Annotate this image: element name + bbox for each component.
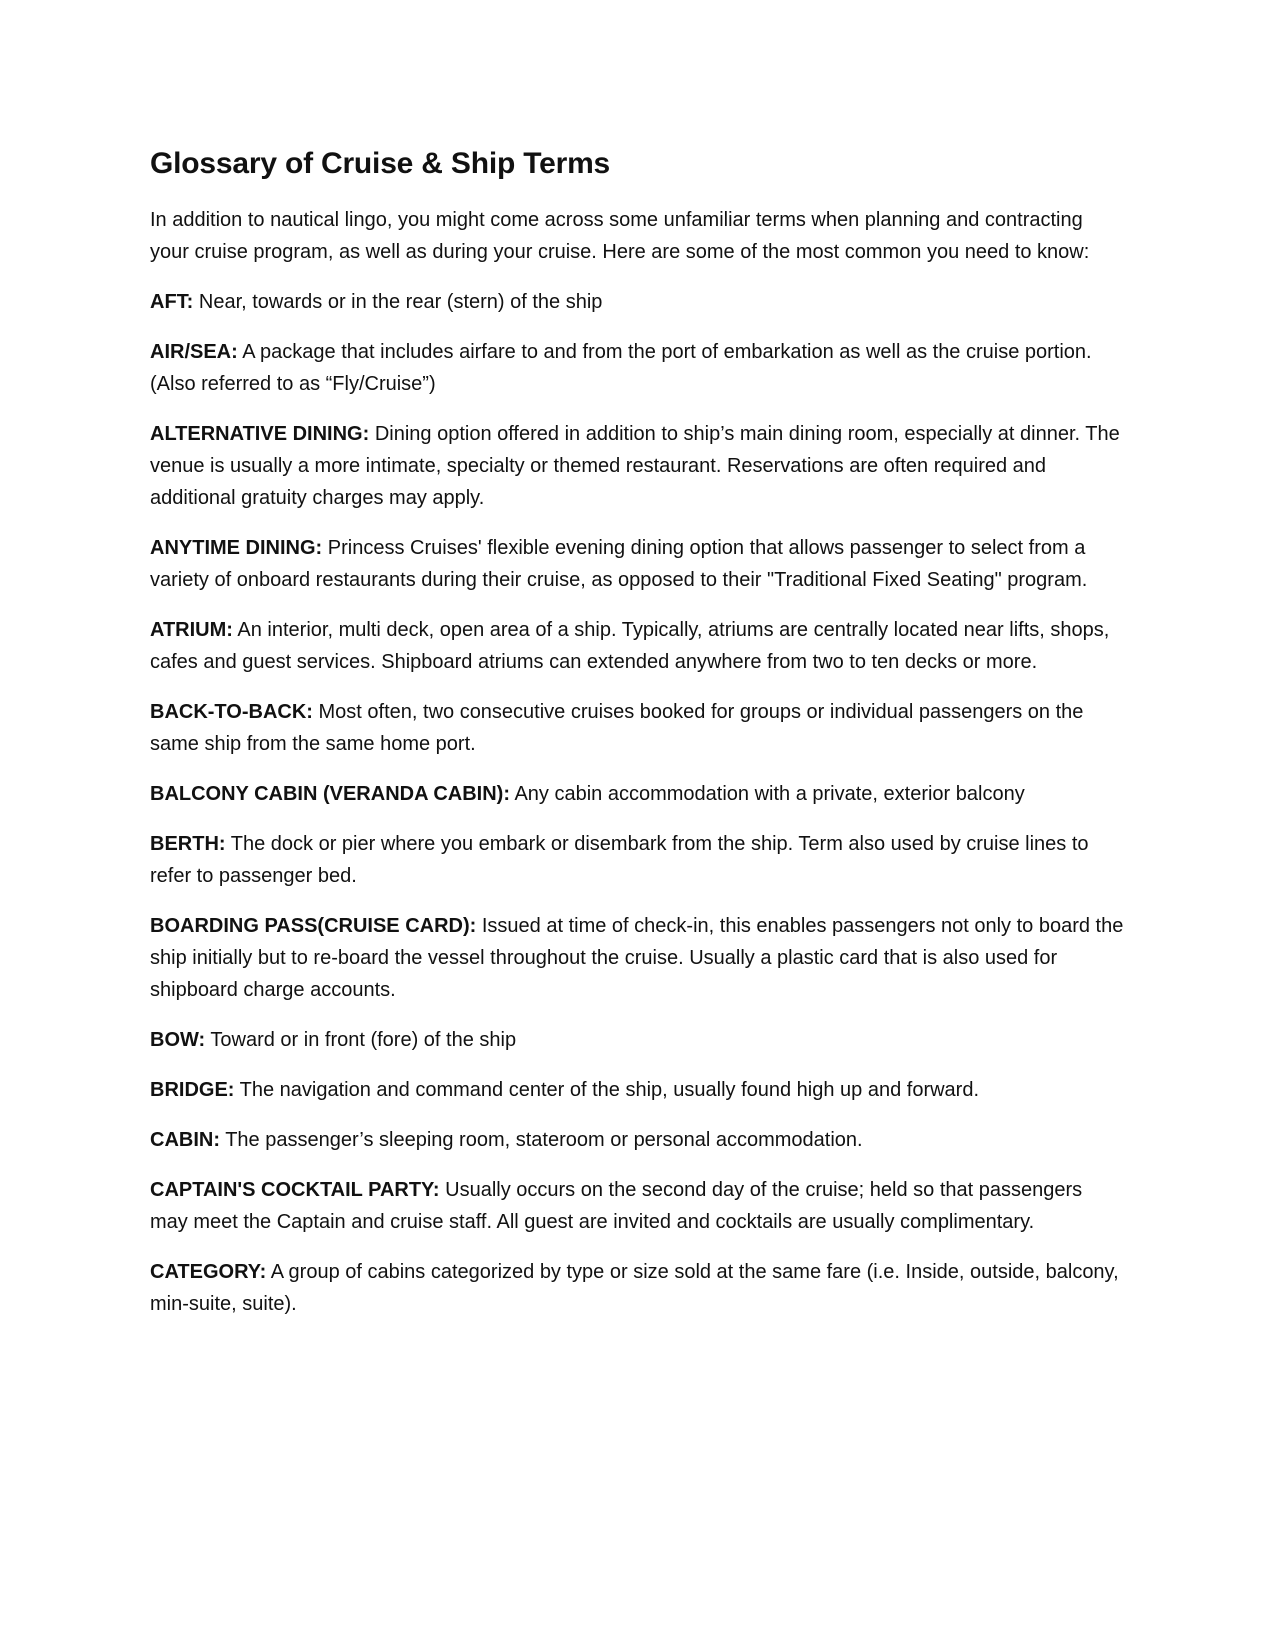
glossary-term: CABIN: — [150, 1129, 220, 1151]
intro-paragraph: In addition to nautical lingo, you might come across some unfamiliar terms when planning and contracting your cruise program, as well as during your cruise. Here are some of the most common you need to know: — [150, 209, 1090, 263]
glossary-entry-balcony-cabin — [150, 778, 1125, 810]
glossary-entry-air-sea — [150, 336, 1125, 400]
glossary-term: CATEGORY: — [150, 1261, 267, 1283]
glossary-entry-category — [150, 1256, 1125, 1320]
glossary-entry-bow — [150, 1024, 1125, 1056]
glossary-term: BACK-TO-BACK: — [150, 701, 313, 723]
glossary-entry-atrium — [150, 614, 1125, 678]
glossary-definition: The navigation and command center of the ship, usually found high up and forward. — [239, 1079, 980, 1101]
glossary-definition: The passenger’s sleeping room, stateroom or personal accommodation. — [225, 1129, 863, 1151]
glossary-entry-bridge — [150, 1074, 1125, 1106]
glossary-definition: Most often, two consecutive cruises booked for groups or individual passengers on the same ship from the same home port. — [150, 701, 1084, 755]
glossary-term: BALCONY CABIN (VERANDA CABIN): — [150, 783, 510, 805]
glossary-entry-alternative-dining — [150, 418, 1125, 514]
glossary-entry-anytime-dining — [150, 532, 1125, 596]
glossary-entry-boarding-pass — [150, 910, 1125, 1006]
glossary-term: ANYTIME DINING: — [150, 537, 323, 559]
page-title: Glossary of Cruise & Ship Terms — [150, 147, 611, 180]
glossary-term: ATRIUM: — [150, 619, 233, 641]
glossary-definition: Dining option offered in addition to ship’s main dining room, especially at dinner. The venue is usually a more intimate, specialty or themed restaurant. Reservations are often required and additional gratuity charges may apply. — [150, 423, 1120, 509]
glossary-definition: Any cabin accommodation with a private, exterior balcony — [514, 783, 1025, 805]
glossary-term: ALTERNATIVE DINING: — [150, 423, 370, 445]
glossary-entry-back-to-back — [150, 696, 1125, 760]
glossary-entry-captains-cocktail-party — [150, 1174, 1125, 1238]
document-page — [150, 146, 1125, 1338]
glossary-definition: Near, towards or in the rear (stern) of the ship — [198, 291, 603, 313]
glossary-term: BERTH: — [150, 833, 226, 855]
glossary-term: BRIDGE: — [150, 1079, 235, 1101]
glossary-definition: A group of cabins categorized by type or size sold at the same fare (i.e. Inside, outside, balcony, min-suite, suite). — [150, 1261, 1119, 1315]
glossary-definition: Princess Cruises' flexible evening dining option that allows passenger to select from a variety of onboard restaurants during their cruise, as opposed to their "Traditional Fixed Seating" program. — [150, 537, 1088, 591]
glossary-term: AIR/SEA: — [150, 341, 238, 363]
glossary-definition: A package that includes airfare to and from the port of embarkation as well as the cruise portion. (Also referred to as “Fly/Cruise”) — [150, 341, 1092, 395]
glossary-definition: The dock or pier where you embark or disembark from the ship. Term also used by cruise lines to refer to passenger bed. — [150, 833, 1089, 887]
glossary-entry-aft — [150, 286, 1125, 318]
glossary-definition: Toward or in front (fore) of the ship — [210, 1029, 517, 1051]
glossary-term: BOARDING PASS(CRUISE CARD): — [150, 915, 477, 937]
glossary-definition: An interior, multi deck, open area of a ship. Typically, atriums are centrally located near lifts, shops, cafes and guest services. Shipboard atriums can extended anywhere from two to ten decks or more. — [150, 619, 1110, 673]
glossary-entry-berth — [150, 828, 1125, 892]
glossary-definition: Issued at time of check-in, this enables passengers not only to board the ship initially but to re-board the vessel throughout the cruise. Usually a plastic card that is also used for shipboard charge accounts. — [150, 915, 1124, 1001]
glossary-term: AFT: — [150, 291, 194, 313]
glossary-definition: Usually occurs on the second day of the cruise; held so that passengers may meet the Captain and cruise staff. All guest are invited and cocktails are usually complimentary. — [150, 1179, 1083, 1233]
glossary-term: BOW: — [150, 1029, 206, 1051]
glossary-term: CAPTAIN'S COCKTAIL PARTY: — [150, 1179, 440, 1201]
glossary-entry-cabin — [150, 1124, 1125, 1156]
